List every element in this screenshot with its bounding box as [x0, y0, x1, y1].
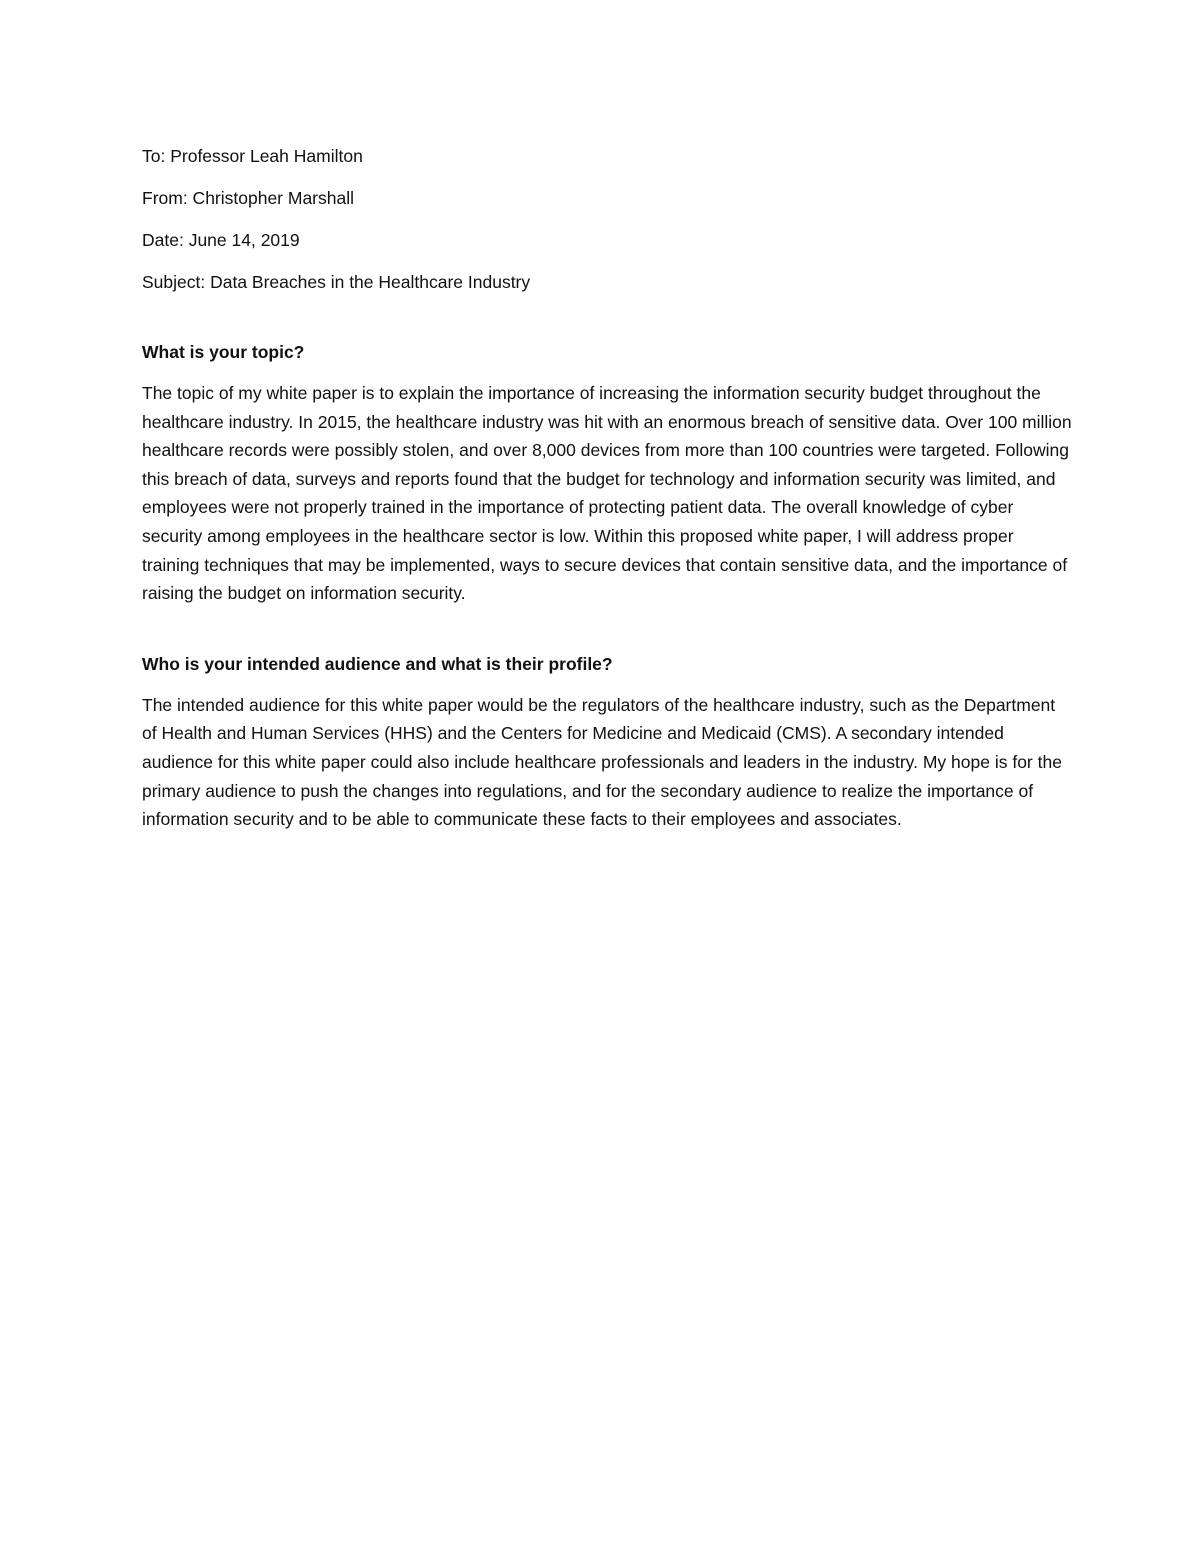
section-heading: Who is your intended audience and what is their profile?	[142, 653, 613, 674]
memo-date: Date: June 14, 2019	[142, 230, 300, 250]
memo-to: To: Professor Leah Hamilton	[142, 146, 363, 166]
memo-from: From: Christopher Marshall	[142, 188, 354, 208]
section-heading: What is your topic?	[142, 342, 305, 362]
section-audience	[142, 650, 1072, 834]
section-topic	[142, 338, 1072, 608]
memo-header	[142, 142, 1072, 296]
section-paragraph: The intended audience for this white paper would be the regulators of the healthcare industry, such as the Department of Health and Human Services (HHS) and the Centers for Medicine and Medicaid (CMS). A secondary intended audience for this white paper could also include healthcare professionals and leaders in the industry. My hope is for the primary audience to push the changes into regulations, and for the secondary audience to realize the importance of information security and to be able to communicate these facts to their employees and associates.	[142, 694, 1062, 830]
document-content	[142, 142, 1072, 834]
memo-subject: Subject: Data Breaches in the Healthcare Industry	[142, 272, 531, 292]
section-paragraph: The topic of my white paper is to explain the importance of increasing the information security budget throughout the healthcare industry. In 2015, the healthcare industry was hit with an enormous breach of sensitive data. Over 100 million healthcare records were possibly stolen, and over 8,000 devices from more than 100 countries were targeted. Following this breach of data, surveys and reports found that the budget for technology and information security was limited, and employees were not properly trained in the importance of protecting patient data. The overall knowledge of cyber security among employees in the healthcare sector is low. Within this proposed white paper, I will address proper training techniques that may be implemented, ways to secure devices that contain sensitive data, and the importance of raising the budget on information security.	[142, 383, 1072, 604]
